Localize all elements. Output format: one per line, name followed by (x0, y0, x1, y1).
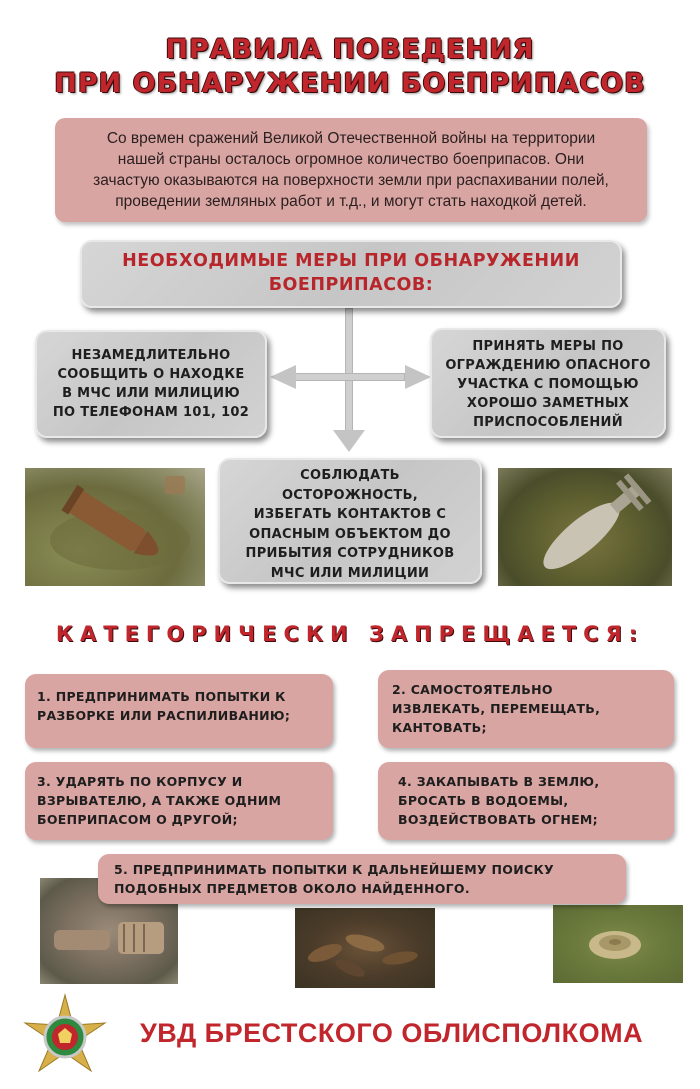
prohibited-line: 3. УДАРЯТЬ ПО КОРПУСУ И (37, 774, 243, 789)
measure-line: НЕЗАМЕДЛИТЕЛЬНО (71, 348, 231, 363)
prohibited-line: ИЗВЛЕКАТЬ, ПЕРЕМЕЩАТЬ, (392, 701, 601, 716)
intro-line: зачастую оказываются на поверхности земли при распахивании полей, (93, 172, 609, 189)
measure-line: ИЗБЕГАТЬ КОНТАКТОВ С (253, 507, 447, 522)
prohibited-item-4 (378, 762, 674, 840)
photo-mortar-mine (498, 468, 672, 586)
connector-horizontal (295, 373, 405, 381)
prohibited-line: 4. ЗАКАПЫВАТЬ В ЗЕМЛЮ, (398, 774, 600, 789)
police-emblem-icon (20, 992, 110, 1082)
prohibited-line: РАЗБОРКЕ ИЛИ РАСПИЛИВАНИЮ; (37, 708, 291, 723)
arrow-down-icon (333, 430, 365, 452)
measure-caution-box (218, 458, 482, 584)
measure-line: В МЧС ИЛИ МИЛИЦИЮ (62, 386, 240, 401)
measure-fence-box (430, 328, 666, 438)
measure-line: ХОРОШО ЗАМЕТНЫХ (466, 396, 630, 411)
measure-line: ОСТОРОЖНОСТЬ, (281, 487, 419, 503)
intro-line: Со времен сражений Великой Отечественной войны на территории (106, 130, 596, 147)
prohibited-line: БОЕПРИПАСОМ О ДРУГОЙ; (37, 812, 238, 827)
landmine-illustration (553, 905, 683, 983)
prohibited-item-5 (98, 854, 626, 904)
measure-line: СОБЛЮДАТЬ (300, 468, 400, 483)
intro-line: проведении земляных работ и т.д., и могут стать находкой детей. (115, 193, 587, 210)
mine-illustration (498, 468, 672, 586)
shell-illustration (25, 468, 205, 586)
arrow-right-icon (405, 365, 431, 389)
measure-line: ПРИНЯТЬ МЕРЫ ПО (472, 339, 624, 354)
photo-landmine (553, 905, 683, 983)
prohibited-line: БРОСАТЬ В ВОДОЕМЫ, (398, 793, 569, 808)
prohibited-heading: КАТЕГОРИЧЕСКИ ЗАПРЕЩАЕТСЯ: (55, 622, 645, 646)
measures-heading-line: БОЕПРИПАСОВ: (268, 275, 434, 295)
prohibited-item-2 (378, 670, 674, 748)
prohibited-line: 1. ПРЕДПРИНИМАТЬ ПОПЫТКИ К (37, 689, 286, 704)
measure-line: ОПАСНЫМ ОБЪЕКТОМ ДО (249, 526, 451, 542)
measures-heading-line: НЕОБХОДИМЫЕ МЕРЫ ПРИ ОБНАРУЖЕНИИ (122, 251, 580, 271)
footer-organization: УВД БРЕСТСКОГО ОБЛИСПОЛКОМА (140, 1018, 644, 1048)
measure-line: ПО ТЕЛЕФОНАМ 101, 102 (52, 405, 250, 420)
prohibited-item-3 (25, 762, 333, 840)
measure-line: ПРИБЫТИЯ СОТРУДНИКОВ (245, 546, 455, 561)
prohibited-line: КАНТОВАТЬ; (392, 720, 487, 735)
page-title-line2: ПРИ ОБНАРУЖЕНИИ БОЕПРИПАСОВ (54, 68, 646, 99)
intro-line: нашей страны осталось огромное количество боеприпасов. Они (117, 151, 585, 168)
prohibited-line: 5. ПРЕДПРИНИМАТЬ ПОПЫТКИ К ДАЛЬНЕЙШЕМУ ПОИСКУ (114, 862, 554, 877)
measure-report-box (35, 330, 267, 438)
arrow-left-icon (270, 365, 296, 389)
measure-line: УЧАСТКА С ПОМОЩЬЮ (457, 377, 639, 392)
photo-artillery-shell (25, 468, 205, 586)
measure-line: МЧС ИЛИ МИЛИЦИИ (270, 565, 430, 581)
prohibited-line: ВОЗДЕЙСТВОВАТЬ ОГНЕМ; (398, 812, 598, 827)
prohibited-line: ВЗРЫВАТЕЛЮ, А ТАКЖЕ ОДНИМ (37, 793, 282, 808)
connector-vertical (345, 308, 353, 436)
ammo-pile-illustration (295, 908, 435, 988)
intro-text-box (55, 118, 647, 222)
measure-line: ОГРАЖДЕНИЮ ОПАСНОГО (445, 358, 651, 373)
prohibited-item-1 (25, 674, 333, 748)
measures-heading-box (80, 240, 622, 308)
page-title-line1: ПРАВИЛА ПОВЕДЕНИЯ (165, 34, 535, 65)
prohibited-line: ПОДОБНЫХ ПРЕДМЕТОВ ОКОЛО НАЙДЕННОГО. (114, 881, 470, 896)
measure-line: СООБЩИТЬ О НАХОДКЕ (57, 367, 245, 382)
prohibited-line: 2. САМОСТОЯТЕЛЬНО (392, 682, 553, 697)
measure-line: ПРИСПОСОБЛЕНИЙ (473, 415, 623, 430)
photo-ammo-pile (295, 908, 435, 988)
